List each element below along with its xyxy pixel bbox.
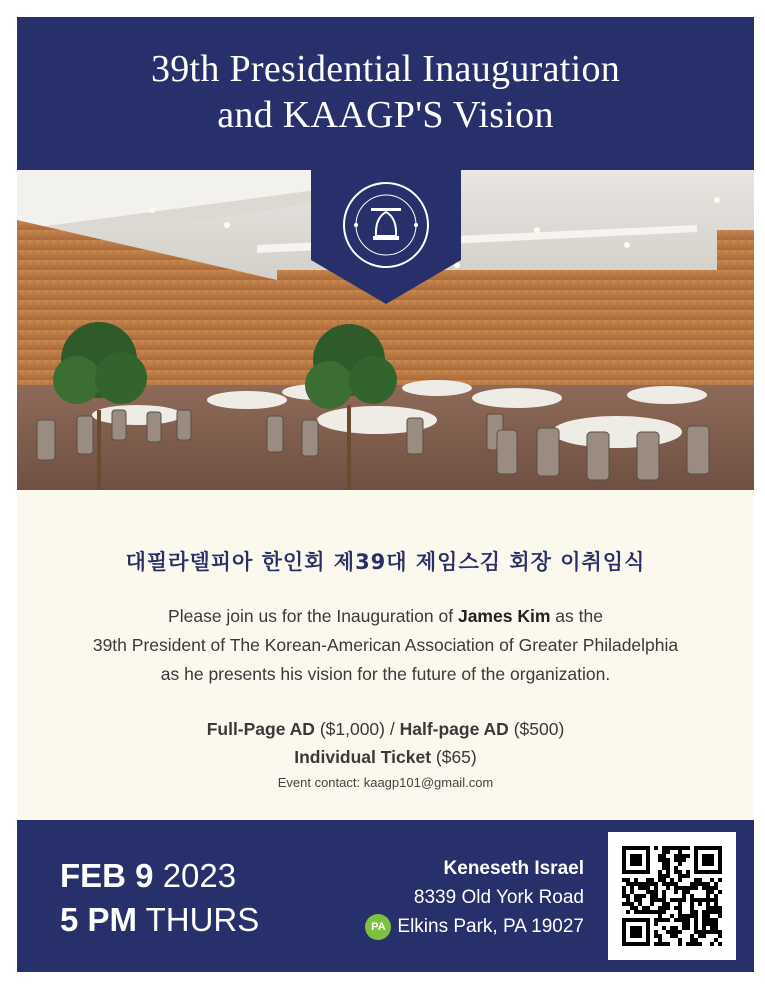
invite-text: as the xyxy=(550,606,603,626)
event-date-time xyxy=(60,854,259,942)
korean-title: 대필라델피아 한인회 제39대 제임스김 회장 이취임식 xyxy=(125,550,646,574)
invite-text: 39th President of The Korean-American Association of Greater Philadelphia xyxy=(92,635,679,655)
full-page-ad-label: Full-Page AD xyxy=(206,719,315,739)
venue-city: Elkins Park, PA 19027 xyxy=(397,916,584,937)
full-page-ad-price: ($1,000) xyxy=(314,719,385,739)
event-details xyxy=(17,490,754,820)
footer-banner xyxy=(17,820,754,972)
event-date: FEB 9 xyxy=(60,857,154,894)
ticket-label: Individual Ticket xyxy=(294,747,432,767)
venue-street: 8339 Old York Road xyxy=(413,887,584,908)
venue-city-line xyxy=(365,912,584,941)
invite-text: Please join us for the Inauguration of xyxy=(168,606,458,626)
half-page-ad-price: ($500) xyxy=(508,719,565,739)
emblem-tab xyxy=(311,170,461,304)
event-day: THURS xyxy=(137,901,260,938)
invite-text: as he presents his vision for the future of the organization. xyxy=(160,664,611,684)
ad-separator: / xyxy=(385,719,400,739)
venue-name: Keneseth Israel xyxy=(443,858,584,879)
ad-pricing xyxy=(17,715,754,771)
honoree-name: James Kim xyxy=(457,606,551,626)
title-line-1: 39th Presidential Inauguration xyxy=(150,48,621,90)
qr-code-icon[interactable] xyxy=(608,832,736,960)
half-page-ad-label: Half-page AD xyxy=(399,719,509,739)
event-year: 2023 xyxy=(153,857,237,894)
event-contact: Event contact: kaagp101@gmail.com xyxy=(277,775,494,790)
invitation-paragraph xyxy=(17,602,754,689)
pa-badge: PA xyxy=(365,914,391,940)
header-banner xyxy=(17,17,754,170)
title-line-2: and KAAGP'S Vision xyxy=(217,94,554,136)
event-time: 5 PM xyxy=(60,901,138,938)
venue-address xyxy=(365,854,584,941)
event-flyer xyxy=(17,17,754,972)
ticket-price: ($65) xyxy=(431,747,477,767)
